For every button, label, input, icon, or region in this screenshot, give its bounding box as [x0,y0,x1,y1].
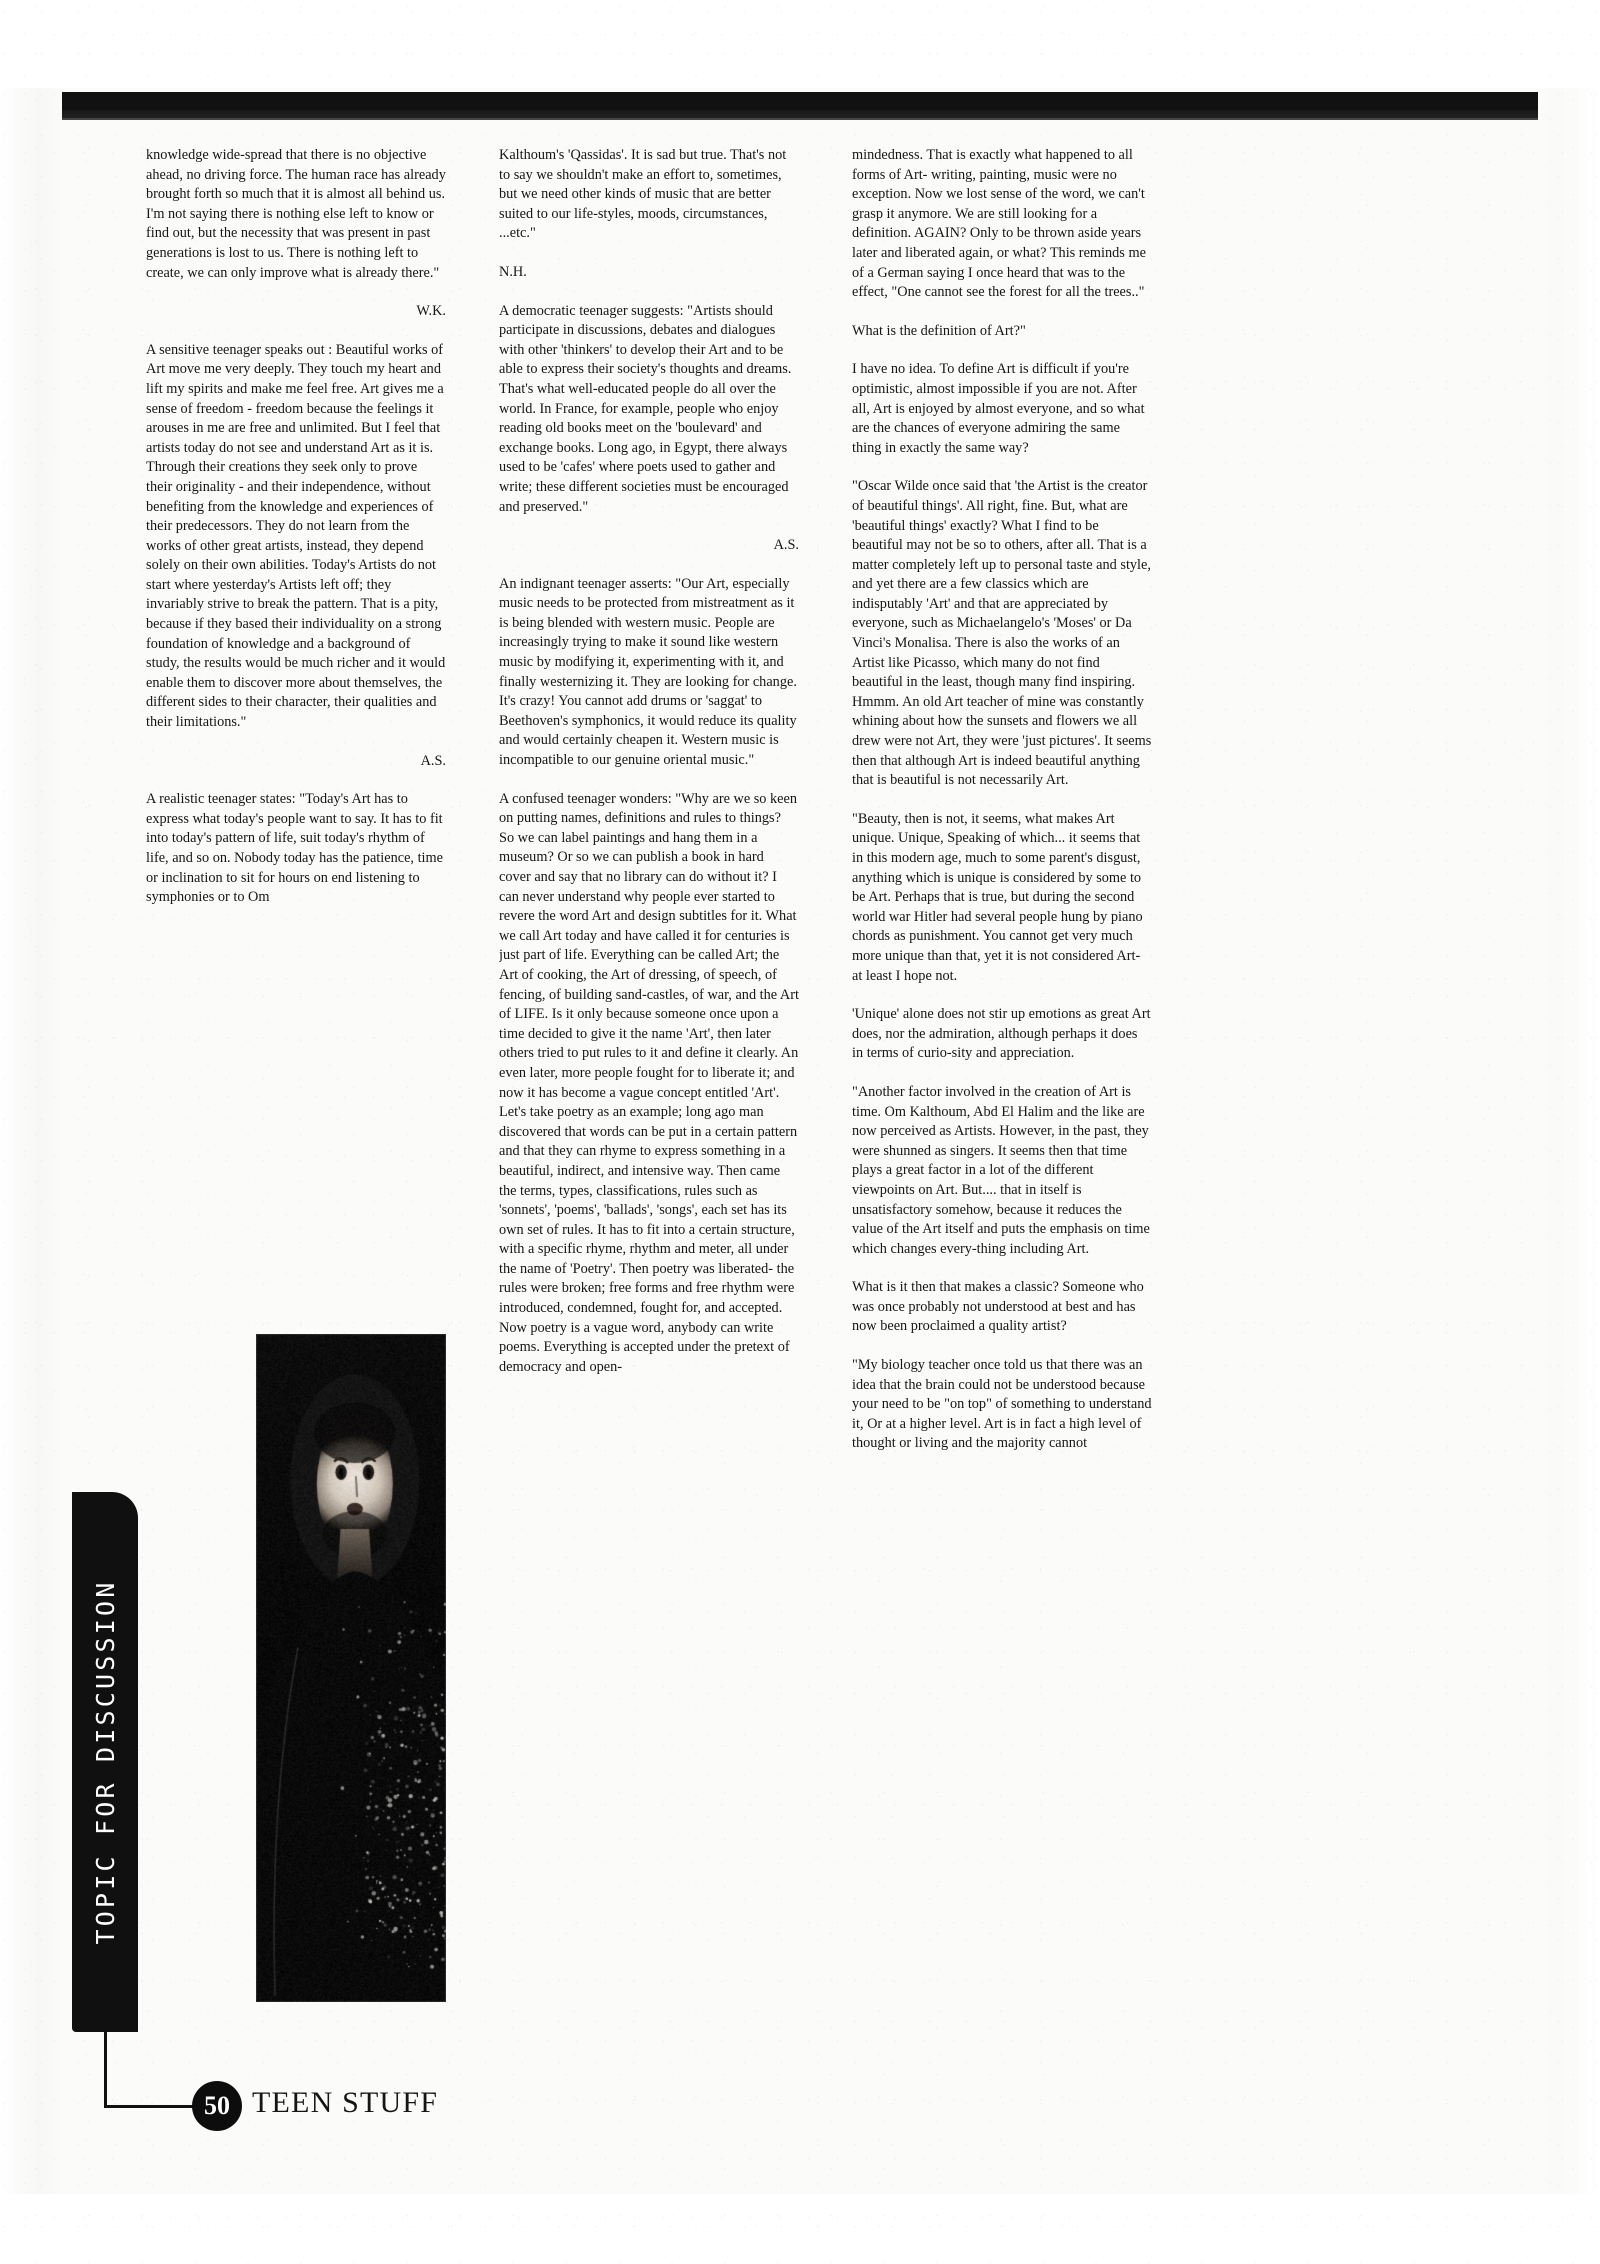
scan-edge-left [0,0,64,2264]
section-tab [72,1492,138,2032]
text-column-3 [852,146,1152,1986]
article-paragraph: "Another factor involved in the creation of Art is time. Om Kalthoum, Abd El Halim and the like are now perceived as Artists. However, in the past, they were shunned as singers. It seems then that time plays a great factor in a lot of the different viewpoints on Art. But.... that in itself is unsatisfactory somehow, because it reduces the value of the Art itself and puts the emphasis on time which changes every-thing including Art. [852,1083,1150,1257]
portrait-photograph [256,1334,446,2002]
attribution-initials: W.K. [416,303,446,320]
article-paragraph: Kalthoum's 'Qassidas'. It is sad but true. That's not to say we shouldn't make an effort to, sometimes, but we need other kinds of music that are better suited to our life-styles, moods, circumstances, ...etc." [499,147,787,242]
article-paragraph: An indignant teenager asserts: "Our Art, especially music needs to be protected from mistreatment as it is being blended with western music. People are increasingly trying to make it sound like western music by modifying it, experimenting with it, and finally westernizing it. They are looking for change. It's crazy! You cannot add drums or 'saggat' to Beethoven's symphonics, it would reduce its quality and would certainly cheapen it. Western music is incompatible to our genuine oriental music." [499,575,797,769]
text-column-2 [499,146,799,1986]
article-paragraph: I have no idea. To define Art is difficult if you're optimistic, almost impossible if you are not. After all, Art is enjoyed by almost everyone, and so what are the chances of everyone admiring the same thing in exactly the same way? [852,361,1145,456]
attribution-initials: A.S. [420,752,446,769]
article-paragraph: mindedness. That is exactly what happened to all forms of Art- writing, painting, music were no exception. Now we lost sense of the word, we can't grasp it anymore. We are still looking for a definition. AGAIN? Only to be thrown aside years later and liberated again, or what? This reminds me of a German saying I once heard that was to the effect, "One cannot see the forest for all the trees.." [852,147,1146,301]
article-paragraph: A confused teenager wonders: "Why are we so keen on putting names, definitions and rules to things? So we can label paintings and hang them in a museum? Or so we can publish a book in hard cover and say that no library can do without it? I can never understand why people ever started to revere the word Art and design subtitles for it. What we call Art today and have called it for centuries is just part of life. Everything can be called Art; the Art of cooking, the Art of dressing, of speech, of fencing, of building sand-castles, of war, and the Art of LIFE. Is it only because someone once upon a time decided to give it the name 'Art', then later others tried to put rules to it and define it clearly. An even later, more people fought for to liberate it; and now it has become a vague concept entitled 'Art'. Let's take poetry as an example; long ago man discovered that words can be put in a certain pattern and that they can rhyme to express something in a beautiful, indirect, and intensive way. Then came the terms, types, classifications, rules such as 'sonnets', 'poems', 'ballads', 'songs', each set has its own set of rules. It has to fit into a certain structure, with a specific rhyme, rhythm and meter, all under the name of 'Poetry'. Then poetry was liberated- the rules were broken; free forms and free rhythm were introduced, condemned, fought for, and accepted. Now poetry is a vague word, anybody can write poems. Everything is accepted under the pretext of democracy and open- [499,790,799,1375]
portrait-photograph-canvas [256,1334,446,2002]
header-black-rule-shade [62,110,1538,120]
article-paragraph: A sensitive teenager speaks out : Beautiful works of Art move me very deeply. They touch my heart and lift my spirits and make me feel free. Art gives me a sense of freedom - freedom because the feelings it arouses in me are free and unlimited. But I feel that artists today do not see and understand Art as it is. Through their creations they seek only to prove their originality - and their independence, without benefiting from the knowledge and experiences of their predecessors. They do not learn from the works of other great artists, instead, they depend solely on their own abilities. Today's Artists do not start where yesterday's Artists left off; they invariably strive to break the pattern. That is a pity, because if they based their individuality on a strong foundation of knowledge and a background of study, the results would be much richer and it would enable them to discover more about themselves, the different sides to their character, their qualities and their limitations." [146,341,446,731]
page-number-badge: 50 [192,2081,242,2131]
article-paragraph: What is it then that makes a classic? Someone who was once probably not understood at best and has now been proclaimed a quality artist? [852,1279,1144,1335]
article-paragraph: "My biology teacher once told us that there was an idea that the brain could not be understood because your need to be "on top" of something to understand it, Or at a higher level. Art is in fact a high level of thought or living and the majority cannot [852,1357,1152,1452]
article-paragraph: "Oscar Wilde once said that 'the Artist is the creator of beautiful things'. All right, fine. But, what are 'beautiful things' exactly? What I find to be beautiful may not be so to others, after all. That is a matter completely left up to personal taste and style, and yet there are a few classics which are indisputably 'Art' and that are appreciated by everyone, such as Michaelangelo's 'Moses' or Da Vinci's Monalisa. There is also the works of an Artist like Picasso, which many do not find beautiful in the least, though many find inspiring. Hmmm. An old Art teacher of mine was constantly whining about how the sunsets and flowers we all drew were not Art, they were 'just pictures'. It seems then that although Art is indeed beautiful anything that is beautiful is not necessarily Art. [852,478,1152,789]
article-paragraph: A democratic teenager suggests: "Artists should participate in discussions, debates and dialogues with other 'thinkers' to develop their Art and to be able to express their society's thoughts and dreams. That's what well-educated people do all over the world. In France, for example, people who enjoy reading old books meet on the 'boulevard' and exchange books. Long ago, in Egypt, there always used to be 'cafes' where poets used to gather and write; these different societies must be encouraged and preserved." [499,302,792,515]
article-paragraph: 'Unique' alone does not stir up emotions as great Art does, nor the admiration, although perhaps it does in terms of curio-sity and appreciation. [852,1006,1151,1062]
magazine-title: TEEN STUFF [252,2086,439,2119]
article-paragraph: "Beauty, then is not, it seems, what makes Art unique. Unique, Speaking of which... it seems that in this modern age, much to some parent's disgust, anything which is unique is considered by some to be Art. Perhaps that is true, but during the second world war Hitler had several people hung by piano chords as punishment. You cannot get very much more unique than that, yet it is not considered Art- at least I hope not. [852,810,1143,984]
attribution-initials: A.S. [773,537,799,554]
article-paragraph: A realistic teenager states: "Today's Art has to express what today's people want to say. It has to fit into today's pattern of life, suit today's rhythm of life, and so on. Nobody today has the patience, time or inclination to sit for hours on end listening to symphonies or to Om [146,791,443,906]
scan-edge-bottom [0,2194,1600,2264]
article-paragraph: What is the definition of Art?" [852,322,1026,339]
scan-edge-top [0,0,1600,88]
footer-rule-vertical [104,2032,107,2108]
article-paragraph: knowledge wide-spread that there is no objective ahead, no driving force. The human race has already brought forth so much that it is almost all behind us. I'm not saying there is nothing else left to know or find out, but the necessity that was present in past generations is lost to us. There is nothing left to create, we can only improve what is already there." [146,147,446,281]
footer-rule-horizontal [104,2105,200,2108]
attribution-initials: N.H. [499,263,527,280]
section-tab-label: TOPIC FOR DISCUSSION [90,1579,120,1945]
